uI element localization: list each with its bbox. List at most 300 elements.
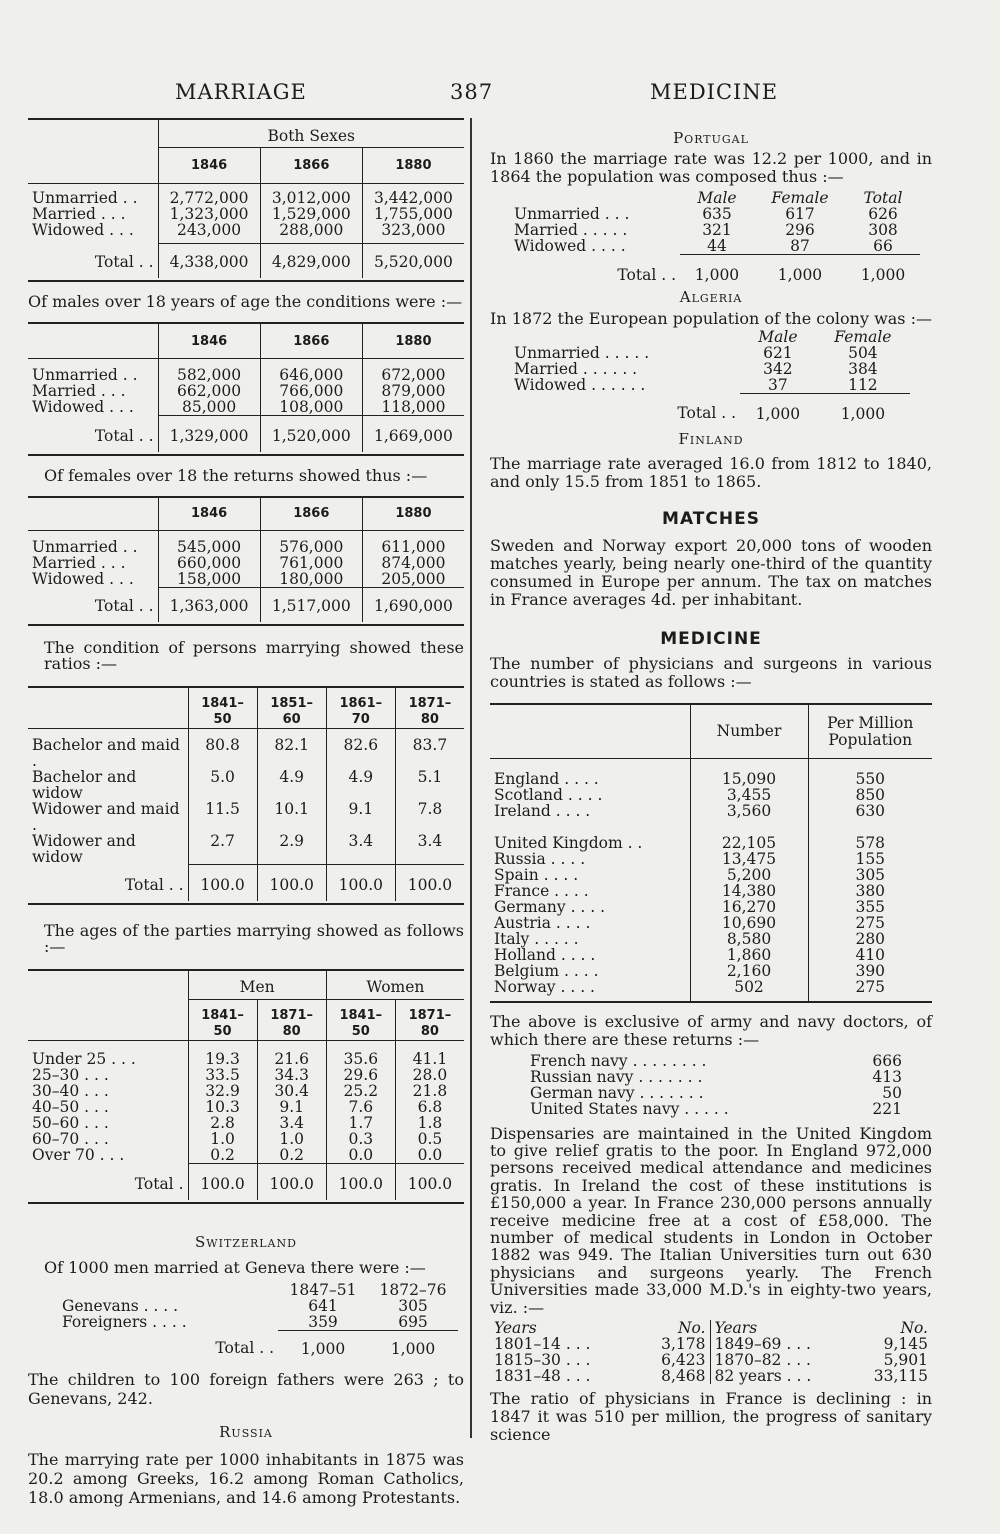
table-row (490, 931, 932, 947)
table-cell: 9.1 (257, 1099, 326, 1115)
table-cell: 0.2 (257, 1147, 326, 1164)
table-cell: Germany . . . . (494, 897, 606, 916)
table-cell: 626 (868, 205, 898, 223)
table-row (490, 851, 932, 867)
table-cell: 1,520,000 (260, 416, 362, 452)
table-row (490, 883, 932, 899)
table-cell: 100.0 (326, 1164, 395, 1200)
table-cell: 1847–51 (289, 1280, 357, 1299)
table-cell: 3,442,000 (362, 183, 464, 206)
table-row (28, 769, 464, 801)
table-cell: 44 (707, 237, 727, 255)
table-cell: 80.8 (188, 728, 257, 769)
table-cell: 5,200 (690, 867, 808, 883)
table-row (28, 206, 464, 222)
table-cell: Bachelor and maid . (32, 735, 180, 770)
table-cell: 761,000 (260, 555, 362, 571)
table-row (526, 1101, 906, 1117)
table-cell: Genevans . . . . (62, 1296, 179, 1315)
table-cell: Total (863, 189, 903, 207)
table-cell: Unmarried . . (32, 366, 138, 384)
page-number: 387 (450, 80, 494, 104)
group-header: Both Sexes (158, 119, 464, 147)
paragraph-portugal: In 1860 the marriage rate was 12.2 per 1000, and in 1864 the population was composed thus :— (490, 149, 932, 186)
table-cell (28, 497, 158, 531)
table-cell: Years (494, 1318, 537, 1337)
table-cell: 25.2 (326, 1083, 395, 1099)
table-cell: 33,115 (873, 1366, 928, 1385)
table-cell: Russia . . . . (494, 849, 586, 868)
paragraph-medicine-intro: The number of physicians and surgeons in various countries is stated as follows :— (490, 654, 932, 691)
table-cell: 1866 (260, 497, 362, 531)
table-cell: French navy . . . . . . . . (530, 1051, 707, 1070)
table-cell: Widowed . . . (32, 220, 134, 239)
table-cell: 30.4 (257, 1083, 326, 1099)
table-cell: 305 (398, 1296, 428, 1315)
paragraph-dispensaries: Dispensaries are maintained in the United Kingdom to give relief gratis to the poor. In England 972,000 persons received medical attendance and medicines gratis. In Ireland the cost of these institutions is £150,000 a year. In France 230,000 persons annually receive medicine free at a cost of £58,000. The number of medical students in London in October 1882 was 949. The Italian Universities turn out 630 physicians and surgeons yearly. The French Universities made 33,000 M.D.'s in eighty-two years, viz. :— (490, 1123, 932, 1317)
table-cell: 4.9 (257, 769, 326, 801)
table-both-sexes (28, 118, 464, 278)
table-cell: 1,329,000 (158, 416, 260, 452)
table-cell: 582,000 (158, 359, 260, 384)
table-cell: Married . . . (32, 554, 126, 572)
year-header: 1880 (362, 147, 464, 183)
table-cell: Unmarried . . (32, 538, 138, 556)
table-cell: 1880 (362, 497, 464, 531)
table-cell: 695 (398, 1312, 428, 1331)
table-cell: 25–30 . . . (32, 1066, 109, 1084)
table-row (490, 758, 932, 787)
table-navy (526, 1053, 906, 1117)
table-cell: 1801–14 . . . (494, 1334, 591, 1353)
table-cell: Total . . (677, 404, 736, 422)
table-cell: 5.1 (395, 769, 464, 801)
total-row (28, 416, 464, 452)
table-cell: 118,000 (362, 399, 464, 416)
table-cell: 275 (808, 979, 932, 1001)
table-cell: 100.0 (395, 865, 464, 901)
table-cell: 1,000 (278, 1330, 368, 1360)
table-row (490, 1368, 932, 1384)
table-cell: 641 (308, 1296, 338, 1315)
table-cell: 34.3 (257, 1067, 326, 1083)
heading-portugal: Portugal (673, 129, 749, 147)
paragraph-males: Of males over 18 years of age the conditions were :— (28, 291, 463, 311)
table-cell: 28.0 (395, 1067, 464, 1083)
table-cell: Holland . . . . (494, 945, 596, 964)
table-cell: Married . . . . . (514, 221, 628, 239)
table-cell: 288,000 (260, 222, 362, 244)
table-cell: 308 (868, 221, 898, 239)
table-cell: 108,000 (260, 399, 362, 416)
table-cell: 359 (308, 1312, 338, 1331)
table-cell: 221 (872, 1099, 902, 1118)
table-cell: 1841–50 (188, 687, 257, 729)
table-row (510, 238, 920, 255)
table-row (490, 819, 932, 851)
running-head-right: MEDICINE (650, 80, 779, 104)
table-cell: Ireland . . . . (494, 801, 591, 820)
table-cell (490, 704, 690, 758)
table-cell: 635 (702, 205, 732, 223)
table-cell: 0.2 (188, 1147, 257, 1164)
table-cell: Foreigners . . . . (62, 1312, 187, 1331)
table-cell: 100.0 (257, 865, 326, 901)
table-cell: 9,145 (883, 1334, 928, 1353)
table-row (28, 383, 464, 399)
table-cell: 850 (808, 787, 932, 803)
table-cell: 180,000 (260, 571, 362, 588)
paragraph-army-navy: The above is exclusive of army and navy doctors, of which there are these returns :— (490, 1011, 932, 1049)
table-cell: 7.8 (395, 801, 464, 833)
table-algeria (510, 329, 910, 424)
table-cell: 5,520,000 (362, 244, 464, 278)
table-cell: 1,000 (816, 393, 910, 423)
table-row (510, 345, 910, 361)
table-portugal (510, 190, 920, 285)
table-cell: 1,000 (680, 255, 754, 285)
table-row (28, 531, 464, 556)
table-cell: 4,829,000 (260, 244, 362, 278)
table-cell: 100.0 (257, 1164, 326, 1200)
table-cell: Russian navy . . . . . . . (530, 1067, 703, 1086)
total-row (28, 588, 464, 622)
table-cell: 296 (785, 221, 815, 239)
table-cell: Years (710, 1320, 860, 1336)
total-row (510, 393, 910, 423)
table-cell: 617 (785, 205, 815, 223)
table-cell: Spain . . . . (494, 865, 579, 884)
table-cell: 646,000 (260, 359, 362, 384)
table-cell: Widowed . . . (32, 570, 134, 588)
table-cell: Widowed . . . . (514, 237, 626, 255)
table-cell: 37 (768, 375, 788, 394)
table-cell: 100.0 (395, 1164, 464, 1200)
table-cell: 87 (790, 237, 810, 255)
table-cell: 662,000 (158, 383, 260, 399)
table-cell (28, 147, 158, 183)
table-cell: Total . . (94, 252, 154, 271)
table-row (28, 222, 464, 244)
table-row (28, 571, 464, 588)
table-cell: 323,000 (362, 222, 464, 244)
year-header: 1866 (260, 147, 362, 183)
table-cell: 578 (808, 819, 932, 851)
table-cell: 3,455 (690, 787, 808, 803)
table-cell: 355 (808, 899, 932, 915)
paragraph-ratio: The ratio of physicians in France is declining : in 1847 it was 510 per million, the progress of sanitary science (490, 1388, 932, 1444)
table-cell: France . . . . (494, 881, 589, 900)
table-cell: 305 (808, 867, 932, 883)
paragraph-ratios: The condition of persons marrying showed these ratios :— (44, 637, 464, 673)
table-cell: Total . . (94, 426, 154, 445)
table-row (510, 206, 920, 222)
table-cell: 85,000 (158, 399, 260, 416)
table-cell: 1815–30 . . . (494, 1350, 591, 1369)
table-cell: 33.5 (188, 1067, 257, 1083)
table-geneva (58, 1282, 458, 1361)
table-cell: 4,338,000 (158, 244, 260, 278)
table-cell: Total . . (124, 875, 184, 894)
table-row (490, 1352, 932, 1368)
table-row (28, 1067, 464, 1083)
table-cell: 9.1 (326, 801, 395, 833)
table-cell: 879,000 (362, 383, 464, 399)
table-cell: 10.1 (257, 801, 326, 833)
table-cell: 3.4 (257, 1115, 326, 1131)
table-cell (510, 190, 680, 206)
table-cell: 3,012,000 (260, 183, 362, 206)
heading-russia: Russia (219, 1423, 273, 1441)
table-cell: 1,363,000 (158, 588, 260, 622)
table-cell (28, 1000, 188, 1041)
table-row (526, 1085, 906, 1101)
table-cell: 100.0 (188, 865, 257, 901)
table-cell: 30–40 . . . (32, 1082, 109, 1100)
table-cell: 550 (808, 758, 932, 787)
paragraph-ages: The ages of the parties marrying showed as follows :— (44, 920, 464, 956)
table-cell: No. (677, 1318, 706, 1337)
total-row (58, 1330, 458, 1360)
table-cell: 621 (763, 343, 793, 362)
right-column (490, 116, 932, 1444)
table-cell: 13,475 (690, 851, 808, 867)
table-cell (58, 1282, 278, 1298)
table-cell: 16,270 (690, 899, 808, 915)
table-cell: 15,090 (690, 758, 808, 787)
table-cell: Bachelor and widow (32, 767, 137, 802)
table-cell: 1846 (158, 497, 260, 531)
table-cell: 280 (808, 931, 932, 947)
table-cell: 66 (873, 237, 893, 255)
table-cell: No. (900, 1318, 928, 1337)
table-row (490, 1336, 932, 1352)
table-cell: Married . . . (32, 382, 126, 400)
table-cell: Total . . (94, 596, 154, 615)
table-cell: 8,580 (690, 931, 808, 947)
table-cell: England . . . . (494, 769, 599, 788)
paragraph-matches: Sweden and Norway export 20,000 tons of wooden matches yearly, being nearly one-third of the quantity consumed in Europe per annum. The tax on matches in France averages 4d. per inhabitant. (490, 536, 932, 609)
table-cell: 35.6 (326, 1041, 395, 1068)
table-males (28, 322, 464, 452)
table-cell: 342 (763, 359, 793, 378)
table-cell: Norway . . . . (494, 977, 595, 996)
table-row (490, 867, 932, 883)
table-cell: 660,000 (158, 555, 260, 571)
table-cell: 1880 (362, 323, 464, 359)
table-cell: 3,178 (661, 1334, 706, 1353)
paragraph-children: The children to 100 foreign fathers were 263 ; to Genevans, 242. (28, 1370, 464, 1408)
table-cell: 0.0 (326, 1147, 395, 1164)
table-cell: 243,000 (158, 222, 260, 244)
table-cell: 6,423 (661, 1350, 706, 1369)
table-cell: 2.7 (188, 833, 257, 865)
table-cell: 10,690 (690, 915, 808, 931)
table-cell: 3.4 (326, 833, 395, 865)
table-cell: 2.8 (188, 1115, 257, 1131)
table-cell (510, 329, 740, 345)
table-cell: 158,000 (158, 571, 260, 588)
table-row (28, 1131, 464, 1147)
table-cell: 1,323,000 (158, 206, 260, 222)
table-cell: 82 years . . . (710, 1368, 860, 1384)
col-per-million: Per Million Population (808, 704, 932, 758)
table-row (28, 1115, 464, 1131)
heading-matches: MATCHES (662, 509, 760, 529)
table-cell: 82.6 (326, 728, 395, 769)
table-row (28, 1083, 464, 1099)
table-cell: Over 70 . . . (32, 1146, 125, 1164)
table-cell: 1.7 (326, 1115, 395, 1131)
table-cell: Female (834, 327, 892, 346)
table-cell: Austria . . . . (494, 913, 591, 932)
table-females (28, 496, 464, 622)
table-cell: 1871–80 (257, 1000, 326, 1041)
table-cell: Scotland . . . . (494, 785, 603, 804)
table-row (490, 915, 932, 931)
running-head-left: MARRIAGE (175, 80, 307, 104)
table-cell: 321 (702, 221, 732, 239)
table-cell: 413 (872, 1067, 902, 1086)
table-cell: German navy . . . . . . . (530, 1083, 704, 1102)
table-row (28, 1099, 464, 1115)
table-cell: 1,000 (368, 1330, 458, 1360)
table-cell: 1846 (158, 323, 260, 359)
table-cell: 21.8 (395, 1083, 464, 1099)
paragraph-finland: The marriage rate averaged 16.0 from 1812 to 1840, and only 15.5 from 1851 to 1865. (490, 454, 932, 491)
table-row (28, 728, 464, 769)
table-cell: 14,380 (690, 883, 808, 899)
table-cell: 390 (808, 963, 932, 979)
table-cell: 1851–60 (257, 687, 326, 729)
table-cell: 410 (808, 947, 932, 963)
table-cell: 0.5 (395, 1131, 464, 1147)
table-row (28, 399, 464, 416)
table-cell (28, 323, 158, 359)
table-cell: 10.3 (188, 1099, 257, 1115)
table-cell: Widowed . . . . . . (514, 375, 646, 394)
table-row (490, 803, 932, 819)
table-cell: 112 (848, 375, 878, 394)
table-cell: Women (326, 970, 464, 1000)
table-cell: 1871–80 (395, 687, 464, 729)
table-cell: Unmarried . . . . . (514, 343, 650, 362)
table-cell: 5.0 (188, 769, 257, 801)
table-ages (28, 969, 464, 1200)
table-cell: United Kingdom . . (494, 833, 643, 852)
table-cell: 1.8 (395, 1115, 464, 1131)
table-row (28, 555, 464, 571)
table-row (490, 787, 932, 803)
total-row (28, 244, 464, 278)
table-cell: Italy . . . . . (494, 929, 579, 948)
table-cell: 1866 (260, 323, 362, 359)
table-row (510, 361, 910, 377)
left-column (28, 116, 464, 1507)
table-cell: 29.6 (326, 1067, 395, 1083)
table-cell: Belgium . . . . (494, 961, 599, 980)
table-cell: 50–60 . . . (32, 1114, 109, 1132)
table-cell: Widower and widow (32, 831, 136, 866)
table-cell: Married . . . (32, 204, 126, 223)
table-cell: 3,560 (690, 803, 808, 819)
table-row (510, 222, 920, 238)
table-cell: 2,160 (690, 963, 808, 979)
table-cell: 40–50 . . . (32, 1098, 109, 1116)
table-cell: 3.4 (395, 833, 464, 865)
table-cell: 611,000 (362, 531, 464, 556)
table-cell: 4.9 (326, 769, 395, 801)
total-row (28, 1164, 464, 1200)
column-divider (470, 118, 472, 1438)
table-cell: 1,517,000 (260, 588, 362, 622)
table-cell: Male (758, 327, 798, 346)
paragraph-females: Of females over 18 the returns showed thus :— (44, 465, 428, 485)
table-cell: 6.8 (395, 1099, 464, 1115)
table-cell: 82.1 (257, 728, 326, 769)
table-cell: 1849–69 . . . (710, 1336, 860, 1352)
table-row (526, 1053, 906, 1069)
table-cell: 2,772,000 (158, 183, 260, 206)
year-header: 1846 (158, 147, 260, 183)
table-cell: 60–70 . . . (32, 1130, 109, 1148)
heading-switzerland: Switzerland (195, 1232, 297, 1251)
table-row (510, 377, 910, 394)
paragraph-algeria: In 1872 the European population of the colony was :— (490, 308, 932, 328)
table-cell: 41.1 (395, 1041, 464, 1068)
table-cell: 0.0 (395, 1147, 464, 1164)
table-cell (28, 119, 158, 147)
table-cell: 100.0 (326, 865, 395, 901)
paragraph-russia: The marrying rate per 1000 inhabitants in 1875 was 20.2 among Greeks, 16.2 among Roman Catholics, 18.0 among Armenians, and 14.6 among Protestants. (28, 1450, 464, 1507)
paragraph-geneva: Of 1000 men married at Geneva there were :— (44, 1257, 426, 1277)
table-cell: Men (188, 970, 326, 1000)
table-cell (28, 970, 188, 1000)
table-row (28, 359, 464, 384)
table-cell: 22,105 (690, 819, 808, 851)
table-cell: 21.6 (257, 1041, 326, 1068)
table-cell: 83.7 (395, 728, 464, 769)
table-cell: Total . (134, 1174, 184, 1193)
table-cell: 1.0 (188, 1131, 257, 1147)
table-cell: 545,000 (158, 531, 260, 556)
col-number: Number (690, 704, 808, 758)
table-cell: 1871–80 (395, 1000, 464, 1041)
table-cell: 7.6 (326, 1099, 395, 1115)
table-cell: Female (771, 189, 829, 207)
table-cell: 1,000 (754, 255, 846, 285)
table-row (28, 1147, 464, 1164)
table-cell: 1,669,000 (362, 416, 464, 452)
table-cell: Unmarried . . . (514, 205, 630, 223)
table-cell: 275 (808, 915, 932, 931)
table-cell: 32.9 (188, 1083, 257, 1099)
table-cell: 874,000 (362, 555, 464, 571)
table-cell: Unmarried . . (32, 188, 138, 207)
table-cell: 1870–82 . . . (710, 1352, 860, 1368)
table-cell: 630 (808, 803, 932, 819)
heading-finland: Finland (678, 430, 744, 448)
table-row (28, 1041, 464, 1068)
table-cell: 766,000 (260, 383, 362, 399)
table-cell: Under 25 . . . (32, 1050, 136, 1068)
table-cell: 11.5 (188, 801, 257, 833)
table-cell: Widowed . . . (32, 398, 134, 416)
table-row (58, 1314, 458, 1331)
table-cell (28, 687, 188, 729)
table-cell: United States navy . . . . . (530, 1099, 729, 1118)
table-cell: 504 (848, 343, 878, 362)
